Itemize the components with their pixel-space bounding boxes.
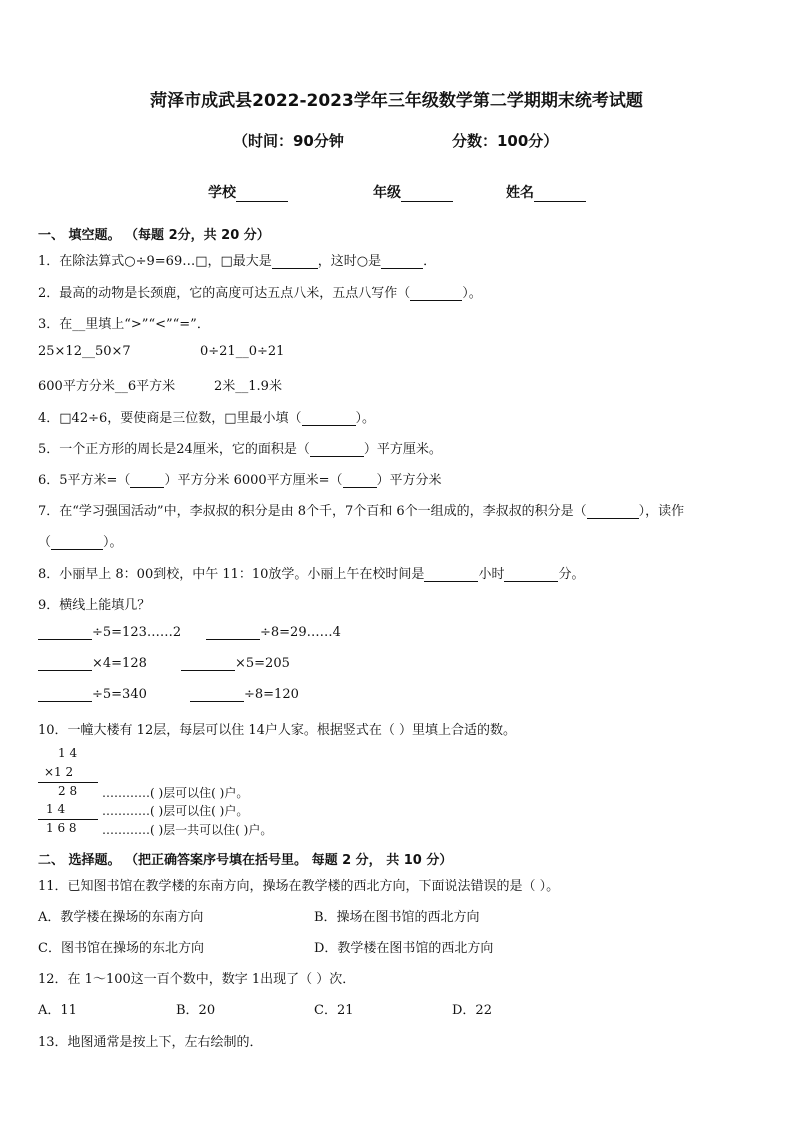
question-9-r1a: ÷5=123……2 [38, 625, 181, 640]
answer-blank[interactable] [38, 688, 92, 702]
question-9-r2b: ×5=205 [181, 656, 290, 671]
grade-field [373, 182, 453, 202]
school-blank[interactable] [236, 187, 288, 202]
answer-blank[interactable] [38, 626, 92, 640]
calc-multiplicand: 1 4 [58, 746, 78, 760]
question-8: 8．小丽早上 8：00到校，中午 11：10放学。小丽上午在校时间是 小时 分。 [38, 567, 585, 582]
answer-blank[interactable] [38, 657, 92, 671]
calc-product: 1 6 8 [46, 821, 77, 835]
exam-score: 分数：100分） [452, 132, 559, 150]
name-label: 姓名 [506, 185, 534, 201]
question-3-row1b: 0÷21__0÷21 [200, 344, 285, 359]
section1-heading: 一、 填空题。 （每题 2分，共 20 分） [38, 228, 270, 243]
name-blank[interactable] [534, 187, 586, 202]
option-11C[interactable]: C．图书馆在操场的东北方向 [38, 941, 204, 956]
answer-blank[interactable] [51, 536, 103, 550]
grade-blank[interactable] [401, 187, 453, 202]
answer-blank[interactable] [181, 657, 235, 671]
question-2: 2．最高的动物是长颈鹿，它的高度可达五点八米，五点八写作（ ）。 [38, 286, 482, 301]
question-9-r2a: ×4=128 [38, 656, 147, 671]
question-6: 6．5平方米=（ ）平方分米 6000平方厘米=（ ）平方分米 [38, 473, 442, 488]
answer-blank[interactable] [381, 255, 423, 269]
question-11: 11．已知图书馆在教学楼的东南方向，操场在教学楼的西北方向，下面说法错误的是（ ）。 [38, 879, 560, 894]
question-3-row2a: 600平方分米__6平方米 [38, 379, 176, 394]
grade-label: 年级 [373, 185, 401, 201]
option-12C[interactable]: C．21 [314, 1003, 354, 1018]
question-9-r3a: ÷5=340 [38, 687, 147, 702]
option-12D[interactable]: D．22 [452, 1003, 492, 1018]
option-12B[interactable]: B．20 [176, 1003, 216, 1018]
question-12: 12．在 1～100这一百个数中，数字 1出现了（ ）次． [38, 972, 356, 987]
calc-rule [38, 819, 98, 820]
calc-note-2: …………( )层可以住( )户。 [102, 804, 249, 818]
name-field [506, 182, 586, 202]
question-7-cont: （ ）。 [38, 535, 123, 550]
question-10: 10．一幢大楼有 12层，每层可以住 14户人家。根据竖式在（ ）里填上合适的数。 [38, 723, 517, 738]
question-1: 1．在除法算式○÷9=69…□，□最大是 ，这时○是 ． [38, 254, 437, 269]
calc-rule [38, 782, 98, 783]
answer-blank[interactable] [410, 287, 462, 301]
answer-blank[interactable] [504, 568, 558, 582]
section2-heading: 二、 选择题。 （把正确答案序号填在括号里。 每题 2 分， 共 10 分） [38, 853, 453, 868]
question-9-r3b: ÷8=120 [190, 687, 299, 702]
calc-multiplier: ×1 2 [44, 765, 74, 779]
exam-title: 菏泽市成武县2022-2023学年三年级数学第二学期期末统考试题 [150, 91, 643, 111]
question-4: 4．□42÷6，要使商是三位数，□里最小填（ ）。 [38, 411, 376, 426]
question-9-r1b: ÷8=29……4 [206, 625, 341, 640]
option-11B[interactable]: B．操场在图书馆的西北方向 [314, 910, 480, 925]
answer-blank[interactable] [310, 443, 364, 457]
answer-blank[interactable] [424, 568, 478, 582]
answer-blank[interactable] [343, 474, 377, 488]
option-12A[interactable]: A．11 [38, 1003, 77, 1018]
calc-partial-2: 1 4 [46, 802, 66, 816]
calc-note-3: …………( )层一共可以住( )户。 [102, 823, 273, 837]
school-field [208, 182, 288, 202]
exam-time: （时间：90分钟 [233, 132, 344, 150]
question-5: 5．一个正方形的周长是24厘米，它的面积是（ ）平方厘米。 [38, 442, 442, 457]
question-13: 13．地图通常是按上下，左右绘制的． [38, 1035, 263, 1050]
calc-partial-1: 2 8 [58, 784, 78, 798]
answer-blank[interactable] [206, 626, 260, 640]
calc-note-1: …………( )层可以住( )户。 [102, 786, 249, 800]
question-3: 3．在__里填上“>”“<”“=”． [38, 317, 210, 332]
question-3-row1a: 25×12__50×7 [38, 344, 131, 359]
answer-blank[interactable] [302, 412, 356, 426]
school-label: 学校 [208, 185, 236, 201]
question-3-row2b: 2米__1.9米 [214, 379, 282, 394]
question-9: 9．横线上能填几？ [38, 598, 151, 613]
answer-blank[interactable] [130, 474, 164, 488]
option-11A[interactable]: A．教学楼在操场的东南方向 [38, 910, 204, 925]
answer-blank[interactable] [587, 505, 639, 519]
answer-blank[interactable] [272, 255, 318, 269]
question-7: 7．在“学习强国活动”中，李叔叔的积分是由 8个千，7个百和 6个一组成的，李叔叔的积分是（ ），读作 [38, 504, 685, 519]
option-11D[interactable]: D．教学楼在图书馆的西北方向 [314, 941, 494, 956]
answer-blank[interactable] [190, 688, 244, 702]
